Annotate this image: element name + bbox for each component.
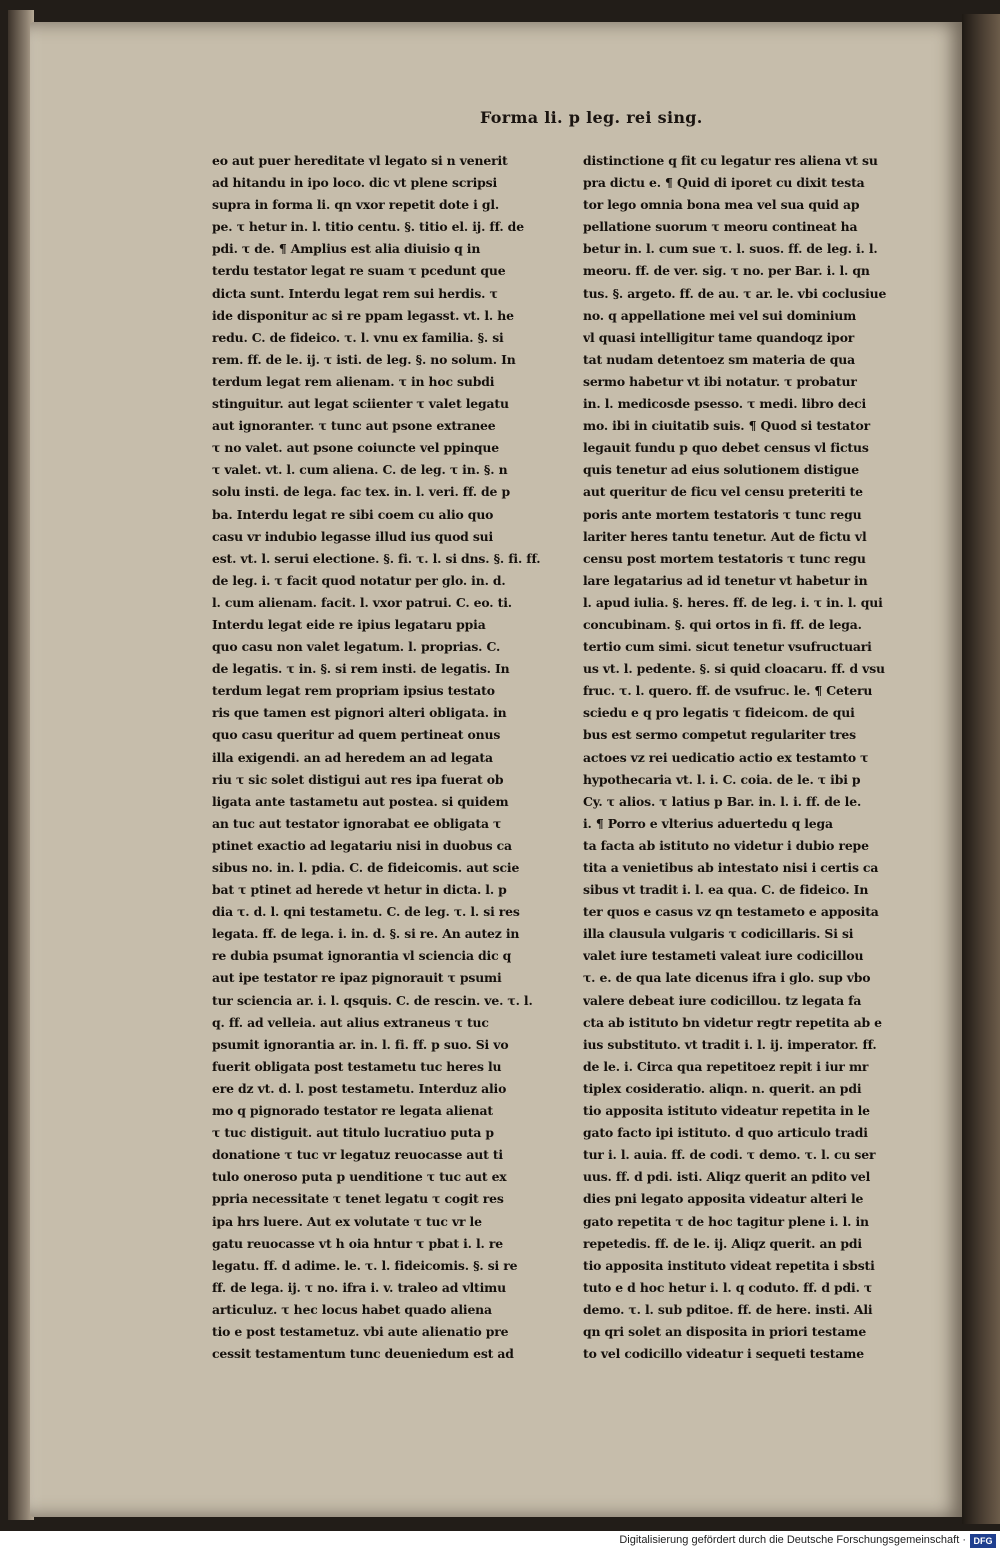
text-line: solu insti. de lega. fac tex. in. l. veri. ff. de p [212,484,510,500]
text-line: betur in. l. cum sue τ. l. suos. ff. de leg. i. l. [583,241,878,257]
text-line: actoes vz rei uedicatio actio ex testamto τ [583,749,869,765]
text-line: l. cum alienam. facit. l. vxor patrui. C. eo. ti. [212,594,512,610]
running-head: Forma li. p leg. rei sing. [480,108,703,127]
text-line: ad hitandu in ipo loco. dic vt plene scripsi [212,175,498,191]
text-line: τ no valet. aut psone coiuncte vel ppinque [212,440,499,456]
text-line: ter quos e casus vz qn testameto e apposita [583,904,879,920]
text-line: valere debeat iure codicillou. tz legata fa [583,992,862,1008]
text-line: demo. τ. l. sub pditoe. ff. de here. insti. Ali [583,1301,873,1317]
text-line: pellatione suorum τ meoru contineat ha [583,219,858,235]
text-line: est. vt. l. serui electione. §. fi. τ. l. si dns. §. fi. ff. [212,550,541,566]
text-line: tulo oneroso puta p uenditione τ tuc aut ex [212,1169,507,1185]
text-line: ide disponitur ac si re ppam legasst. vt. l. he [212,307,514,323]
text-line: no. q appellatione mei vel sui dominium [583,307,857,323]
text-line: poris ante mortem testatoris τ tunc regu [583,506,862,522]
text-line: tio apposita instituto videat repetita i sbsti [583,1257,875,1273]
text-line: tur sciencia ar. i. l. qsquis. C. de rescin. ve. τ. l. [212,992,533,1008]
text-line: terdum legat rem propriam ipsius testato [212,683,495,699]
text-line: legauit fundu p quo debet census vl fictus [583,440,869,456]
text-line: donatione τ tuc vr legatuz reuocasse aut ti [212,1147,503,1163]
text-line: cta ab istituto bn videtur regtr repetita ab e [583,1014,882,1030]
text-line: legatu. ff. d adime. le. τ. l. fideicomis. §. si re [212,1257,518,1273]
text-line: legata. ff. de lega. i. in. d. §. si re. An autez in [212,926,520,942]
text-line: fuerit obligata post testametu tuc heres lu [212,1058,502,1074]
text-line: ff. de lega. ij. τ no. ifra i. v. traleo ad vltimu [212,1279,507,1295]
text-line: us vt. l. pedente. §. si quid cloacaru. ff. d vsu [583,661,885,677]
text-line: cessit testamentum tunc deueniedum est ad [212,1346,514,1362]
text-line: distinctione q fit cu legatur res aliena vt su [583,153,878,168]
text-line: quo casu non valet legatum. l. proprias. C. [212,639,501,655]
footer-bar [0,1531,1000,1551]
text-line: i. ¶ Porro e vlterius aduertedu q lega [583,815,833,831]
text-line: τ. e. de qua late dicenus ifra i glo. sup vbo [583,970,871,986]
text-line: stinguitur. aut legat sciienter τ valet legatu [212,396,509,412]
text-line: uus. ff. d pdi. isti. Aliqz querit an pdito vel [583,1169,871,1185]
text-line: τ tuc distiguit. aut titulo lucratiuo puta p [212,1125,494,1141]
text-line: terdu testator legat re suam τ pcedunt que [212,263,506,279]
text-line: redu. C. de fideico. τ. l. vnu ex familia. §. si [212,329,504,345]
text-line: terdum legat rem alienam. τ in hoc subdi [212,373,495,389]
text-line: de le. i. Circa qua repetitoez repit i iur mr [583,1058,869,1074]
text-line: de legatis. τ in. §. si rem insti. de legatis. In [212,661,510,677]
text-line: rem. ff. de le. ij. τ isti. de leg. §. no solum. In [212,351,516,367]
text-line: concubinam. §. qui ortos in fi. ff. de lega. [583,616,862,632]
text-line: tur i. l. auia. ff. de codi. τ demo. τ. l. cu ser [583,1147,876,1163]
text-line: repetedis. ff. de le. ij. Aliqz querit. an pdi [583,1235,862,1251]
text-line: gato repetita τ de hoc tagitur plene i. l. in [583,1213,869,1229]
footer-credit: Digitalisierung gefördert durch die Deutsche Forschungsgemeinschaft · [619,1534,966,1546]
text-line: aut ignoranter. τ tunc aut psone extranee [212,418,496,434]
text-line: ipa hrs luere. Aut ex volutate τ tuc vr le [212,1213,482,1229]
text-line: de leg. i. τ facit quod notatur per glo. in. d. [212,572,506,588]
text-line: re dubia psumat ignorantia vl sciencia dic q [212,948,512,964]
text-line: articuluz. τ hec locus habet quado aliena [212,1301,492,1317]
text-line: ius substituto. vt tradit i. l. ij. imperator. ff. [583,1036,877,1052]
text-line: sibus no. in. l. pdia. C. de fideicomis. aut scie [212,860,520,875]
text-line: eo aut puer hereditate vl legato si n venerit [212,153,508,168]
book-binding-edge-right [962,14,1000,1524]
text-line: bat τ ptinet ad herede vt hetur in dicta. l. p [212,882,507,898]
text-line: sciedu e q pro legatis τ fideicom. de qui [583,705,855,721]
text-line: vl quasi intelligitur tame quandoqz ipor [583,329,855,345]
text-line: ptinet exactio ad legatariu nisi in duobus ca [212,837,512,853]
text-line: bus est sermo competut regulariter tres [583,727,856,743]
text-line: tiplex cosideratio. aliqn. n. querit. an pdi [583,1080,862,1096]
text-line: ppria necessitate τ tenet legatu τ cogit res [212,1191,504,1207]
text-line: tio e post testametuz. vbi aute alienatio pre [212,1323,509,1339]
text-line: sibus vt tradit i. l. ea qua. C. de fideico. In [583,882,869,898]
text-line: mo q pignorado testator re legata alienat [212,1103,493,1119]
text-line: casu vr indubio legasse illud ius quod sui [212,528,494,544]
text-column-right [583,150,928,1365]
text-line: valet iure testameti valeat iure codicillou [583,948,864,964]
text-line: dicta sunt. Interdu legat rem sui herdis. τ [212,285,498,301]
text-line: in. l. medicosde psesso. τ medi. libro deci [583,396,867,412]
text-line: supra in forma li. qn vxor repetit dote i gl. [212,197,500,213]
text-line: q. ff. ad velleia. aut alius extraneus τ tuc [212,1014,489,1030]
text-line: to vel codicillo videatur i sequeti testame [583,1346,864,1362]
text-line: hypothecaria vt. l. i. C. coia. de le. τ ibi p [583,771,861,787]
text-column-left [212,150,557,1365]
text-line: illa clausula vulgaris τ codicillaris. Si si [583,926,854,942]
text-line: Cy. τ alios. τ latius p Bar. in. l. i. ff. de le. [583,793,862,809]
text-line: gatu reuocasse vt h oia hntur τ pbat i. l. re [212,1235,503,1251]
text-line: pe. τ hetur in. l. titio centu. §. titio el. ij. ff. de [212,219,524,235]
text-line: an tuc aut testator ignorabat ee obligata τ [212,815,502,831]
text-line: qn qri solet an disposita in priori testame [583,1323,867,1339]
text-line: riu τ sic solet distigui aut res ipa fuerat ob [212,771,504,787]
text-line: tat nudam detentoez sm materia de qua [583,351,856,367]
text-line: pra dictu e. ¶ Quid di iporet cu dixit testa [583,175,865,191]
text-line: Interdu legat eide re ipius legataru ppia [212,616,486,632]
text-line: quis tenetur ad eius solutionem distigue [583,462,859,478]
text-line: fruc. τ. l. quero. ff. de vsufruc. le. ¶ Ceteru [583,683,873,699]
text-line: τ valet. vt. l. cum aliena. C. de leg. τ in. §. n [212,462,508,478]
text-line: dia τ. d. l. qni testametu. C. de leg. τ. l. si res [212,904,520,920]
text-line: ligata ante tastametu aut postea. si quidem [212,793,509,809]
text-line: sermo habetur vt ibi notatur. τ probatur [583,373,857,389]
text-line: tita a venietibus ab intestato nisi i certis ca [583,860,879,875]
text-line: tus. §. argeto. ff. de au. τ ar. le. vbi coclusiue [583,285,887,301]
text-line: ba. Interdu legat re sibi coem cu alio quo [212,506,494,522]
text-line: pdi. τ de. ¶ Amplius est alia diuisio q in [212,241,481,257]
text-line: tertio cum simi. sicut tenetur vsufructuari [583,639,872,655]
text-line: tor lego omnia bona mea vel sua quid ap [583,197,860,213]
text-line: gato facto ipi istituto. d quo articulo tradi [583,1125,868,1141]
text-line: tio apposita istituto videatur repetita in le [583,1103,870,1119]
text-line: tuto e d hoc hetur i. l. q coduto. ff. d pdi. τ [583,1279,873,1295]
text-line: aut ipe testator re ipaz pignorauit τ psumi [212,970,502,986]
text-line: ta facta ab istituto no videtur i dubio repe [583,837,869,853]
text-line: l. apud iulia. §. heres. ff. de leg. i. τ in. l. qui [583,594,883,610]
text-line: mo. ibi in ciuitatib suis. ¶ Quod si testator [583,418,870,434]
text-line: aut queritur de ficu vel censu preteriti te [583,484,863,500]
text-line: censu post mortem testatoris τ tunc regu [583,550,866,566]
text-line: meoru. ff. de ver. sig. τ no. per Bar. i. l. qn [583,263,870,279]
text-line: lariter heres tantu tenetur. Aut de fictu vl [583,528,867,544]
text-line: dies pni legato apposita videatur alteri le [583,1191,864,1207]
text-line: illa exigendi. an ad heredem an ad legata [212,749,493,765]
text-line: quo casu queritur ad quem pertineat onus [212,727,501,743]
text-line: ere dz vt. d. l. post testametu. Interduz alio [212,1080,507,1096]
dfg-logo: DFG [970,1534,996,1548]
text-line: ris que tamen est pignori alteri obligata. in [212,705,507,721]
text-line: psumit ignorantia ar. in. l. fi. ff. p suo. Si vo [212,1036,509,1052]
text-line: lare legatarius ad id tenetur vt habetur in [583,572,868,588]
